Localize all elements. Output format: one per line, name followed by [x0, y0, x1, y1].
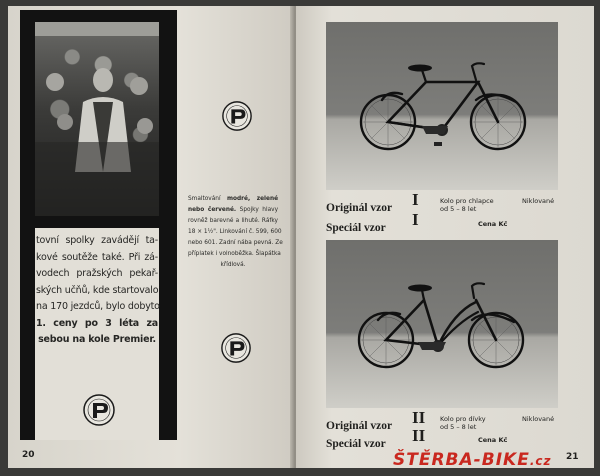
- model-2-name-1: Originál vzor: [326, 420, 393, 432]
- left-line-3: vodech pražských pekař-: [36, 268, 158, 279]
- model-2-name-2: Speciál vzor: [326, 438, 386, 450]
- model-1-roman-2: I: [412, 210, 419, 229]
- site-watermark: [393, 450, 551, 470]
- model-1-desc: Kolo pro chlapce: [440, 197, 494, 205]
- crowd-photo: [35, 22, 159, 216]
- spec-line-1-bold: modré, zelené: [226, 196, 279, 202]
- left-line-5: na 170 jezdců, bylo dobyto: [36, 301, 160, 312]
- watermark-part-2: BIKE: [481, 450, 530, 470]
- model-2-line-1: [326, 408, 426, 433]
- spec-line-2-post: Spojky hlavy: [236, 207, 278, 213]
- model-2-finish: Niklované: [522, 415, 555, 423]
- premier-emblem-icon: [82, 393, 116, 427]
- model-2-roman-1: II: [412, 408, 426, 427]
- spec-line-5: nebo 601. Zadní nába pevná. Ze: [188, 240, 283, 246]
- spec-line-6: příplatek i volnoběžka. Šlapátka: [188, 251, 281, 257]
- model-1-line-1: [326, 190, 419, 215]
- spec-line-1-pre: Smaltování: [188, 196, 227, 202]
- watermark-separator: -: [473, 450, 482, 470]
- model-2-roman-2: II: [412, 426, 426, 445]
- spec-line-4: 18 × 1½". Linkování č. 599, 600: [188, 229, 282, 235]
- photo-detail-icon: [35, 22, 159, 216]
- left-line-1: tovní spolky zavádějí ta-: [36, 235, 158, 246]
- model-2-age: od 5 – 8 let: [440, 423, 477, 431]
- watermark-domain: .cz: [529, 454, 552, 468]
- model-1-name-1: Originál vzor: [326, 202, 393, 214]
- model-1-name-2: Speciál vzor: [326, 222, 386, 234]
- boys-bicycle-photo: [326, 22, 558, 190]
- premier-emblem-icon: [220, 332, 252, 364]
- girls-bicycle-photo: [326, 240, 558, 408]
- left-line-2: kové soutěže také. Při zá-: [36, 251, 158, 263]
- model-2-price-label: Cena Kč: [478, 436, 508, 444]
- spec-line-1: [188, 194, 278, 205]
- left-page-number: 20: [22, 450, 35, 460]
- left-line-4: ských učňů, kde startovalo: [36, 284, 159, 296]
- spec-line-3: rovněž barevné a lihuté. Ráfky: [188, 218, 278, 224]
- left-line-6: 1. ceny po 3 léta za: [36, 317, 158, 329]
- model-1-price-label: Cena Kč: [478, 220, 508, 228]
- spec-line-7: křídlová.: [220, 262, 246, 268]
- premier-emblem-icon: [221, 100, 253, 132]
- right-page-number: 21: [566, 452, 579, 462]
- left-paragraph: [36, 233, 158, 349]
- model-2-desc: Kolo pro dívky: [440, 415, 486, 423]
- model-1-roman-1: I: [412, 190, 419, 209]
- left-line-7: sebou na kole Premier.: [38, 334, 156, 345]
- boys-bicycle-icon: [326, 22, 558, 190]
- model-1-age: od 5 – 8 let: [440, 205, 477, 213]
- watermark-part-1: ŠTĚRBA: [393, 450, 474, 470]
- model-1-line-2: [326, 210, 419, 235]
- spec-line-2-bold: nebo červené.: [188, 207, 237, 213]
- spec-line-2: [188, 205, 278, 216]
- spec-text: [188, 194, 283, 271]
- model-1-finish: Niklované: [522, 197, 555, 205]
- girls-bicycle-icon: [326, 240, 558, 408]
